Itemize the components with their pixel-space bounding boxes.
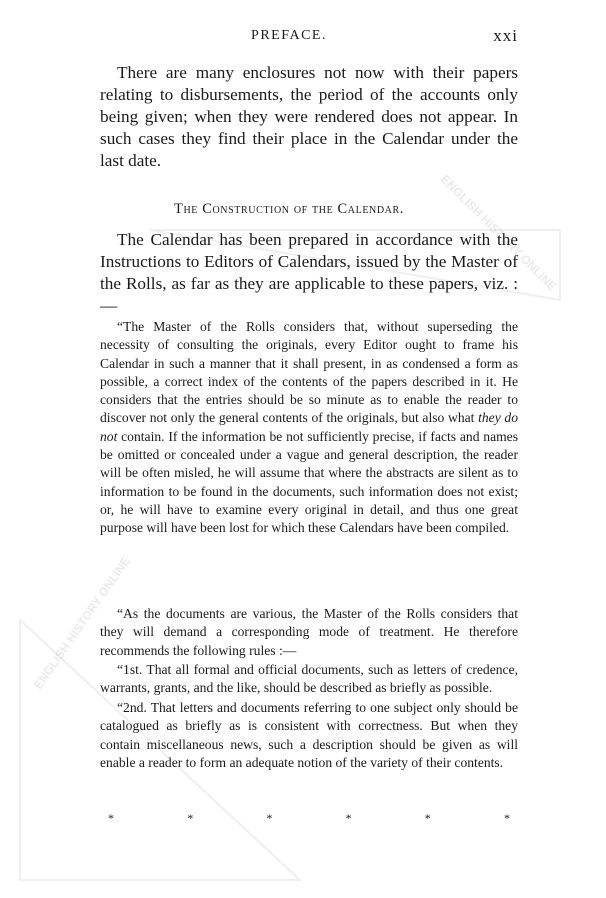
quote-paragraph-2: “As the documents are various, the Master of the Rolls considers that they will demand a corresponding mode of treatment. He therefore recommends the following rules :— — [100, 606, 518, 658]
watermark-text-left: ENGLISH HISTORY ONLINE — [30, 554, 133, 692]
asterisk: * — [108, 811, 114, 825]
page-number: xxi — [493, 26, 518, 45]
quote-p1-italic: they do not — [100, 410, 518, 444]
quote-paragraph-1 — [100, 318, 518, 538]
quote-p1-after: contain. If the information be not sufficiently precise, if facts and names be omitted or concealed under a vague and general description, the reader will be often misled, he will assume that where the abstracts are silent as to information to be found in the documents, such information does not exist; or, he will have to examine every original in detail, and thus one great purpose will have been lost for which these Calendars have been compiled. — [100, 428, 518, 536]
quote-paragraph-3: “1st. That all formal and official documents, such as letters of credence, warrants, grants, and the like, should be described as briefly as possible. — [100, 662, 518, 696]
paragraph-intro: The Calendar has been prepared in accordance with the Instructions to Editors of Calendars, issued by the Master of the Rolls, as far as they are applicable to these papers, viz. :— — [100, 230, 518, 315]
asterisk: * — [424, 811, 431, 825]
running-title: PREFACE. — [251, 28, 327, 43]
asterisk: * — [266, 811, 273, 825]
asterisk: * — [345, 811, 352, 825]
quote-paragraph-4: “2nd. That letters and documents referring to one subject only should be catalogued as briefly as is consistent with correctness. But when they contain miscellaneous news, such a description should be given as will enable a reader to form an adequate notion of the variety of their contents. — [100, 700, 518, 770]
asterisk: * — [187, 811, 194, 825]
paragraph-enclosures: There are many enclosures not now with their papers relating to disbursements, the period of the accounts only being given; when they were rendered does not appear. In such cases they find their place in the Calendar under the last date. — [100, 63, 518, 170]
watermark-text-right: ENGLISH HISTORY ONLINE — [437, 172, 560, 294]
running-head — [60, 28, 518, 50]
ellipsis-asterisks — [100, 811, 518, 826]
section-heading: The Construction of the Calendar. — [173, 201, 404, 217]
asterisk: * — [503, 811, 510, 825]
quote-p1-before: “The Master of the Rolls considers that, without superseding the necessity of consulting the originals, every Editor ought to frame his Calendar in such a manner that it shall present, in as condensed a form as possible, a correct index of the contents of the papers described in it. He considers that the entries should be so minute as to enable the reader to discover not only the general contents of the originals, but also what — [100, 319, 518, 426]
